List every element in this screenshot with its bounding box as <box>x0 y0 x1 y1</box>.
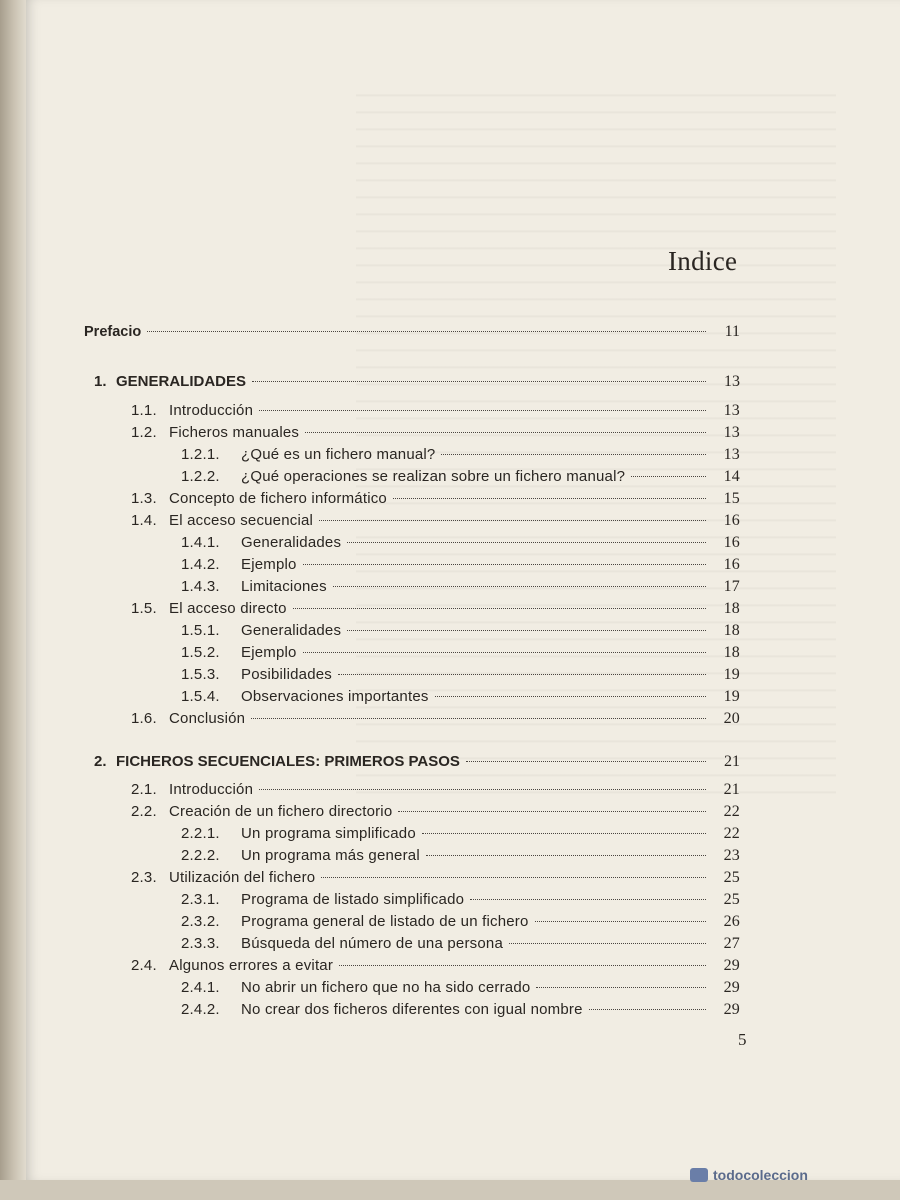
dot-leader <box>631 475 706 477</box>
toc-entry-label: GENERALIDADES <box>116 373 247 390</box>
toc-entry-label: Algunos errores a evitar <box>169 957 334 974</box>
toc-entry <box>131 869 740 891</box>
toc-entry-page: 29 <box>723 979 740 996</box>
toc-entry-number: 1.5.2. <box>181 644 220 661</box>
toc-entry-label: ¿Qué es un fichero manual? <box>241 446 436 463</box>
dot-leader <box>259 788 706 790</box>
toc-entry-label: FICHEROS SECUENCIALES: PRIMEROS PASOS <box>116 753 460 770</box>
toc-entry-number: 1.1. <box>131 402 157 419</box>
toc-entry <box>181 468 740 490</box>
toc-entry-page: 19 <box>723 666 740 683</box>
toc-entry-number: 1.2.1. <box>181 446 220 463</box>
toc-entry <box>181 891 740 913</box>
toc-entry-label: Posibilidades <box>241 666 332 683</box>
dot-leader <box>422 832 706 834</box>
toc-entry-page: 22 <box>723 803 740 820</box>
toc-entry-label: No abrir un fichero que no ha sido cerrado <box>241 979 531 996</box>
watermark <box>690 1167 808 1183</box>
toc-entry-page: 16 <box>723 556 740 573</box>
toc-entry-label: Utilización del fichero <box>169 869 316 886</box>
toc-entry-label: Limitaciones <box>241 578 327 595</box>
toc-entry <box>181 935 740 957</box>
dot-leader <box>347 541 706 543</box>
dot-leader <box>305 431 706 433</box>
toc-entry-label: Creación de un fichero directorio <box>169 803 393 820</box>
toc-entry-page: 29 <box>723 1001 740 1018</box>
toc-entry-number: 2.3.1. <box>181 891 220 908</box>
toc-entry-number: 1.5. <box>131 600 157 617</box>
dot-leader <box>303 563 706 565</box>
toc-entry-label: Ficheros manuales <box>169 424 300 441</box>
toc-entry-page: 18 <box>723 622 740 639</box>
toc-entry-page: 16 <box>723 512 740 529</box>
toc-entry-number: 1.4.2. <box>181 556 220 573</box>
toc-entry-page: 26 <box>723 913 740 930</box>
toc-entry <box>181 825 740 847</box>
toc-preface-entry <box>84 323 740 345</box>
dot-leader <box>293 607 706 609</box>
dot-leader <box>398 810 706 812</box>
toc-entry <box>131 512 740 534</box>
toc-entry-page: 16 <box>723 534 740 551</box>
toc-entry-number: 2.4.1. <box>181 979 220 996</box>
toc-entry-number: 1.6. <box>131 710 157 727</box>
toc-entry <box>131 490 740 512</box>
toc-entry <box>181 534 740 556</box>
toc-entry <box>181 666 740 688</box>
toc-entry-label: Conclusión <box>169 710 246 727</box>
toc-entry-page: 13 <box>723 424 740 441</box>
toc-entry <box>131 402 740 424</box>
watermark-logo-icon <box>690 1168 708 1182</box>
dot-leader <box>338 673 706 675</box>
toc-entry-label: Un programa más general <box>241 847 420 864</box>
watermark-text: todocoleccion <box>713 1167 808 1183</box>
toc-entry-label: Concepto de fichero informático <box>169 490 387 507</box>
toc-entry-label: Generalidades <box>241 534 342 551</box>
toc-entry <box>181 578 740 600</box>
toc-entry-label: Observaciones importantes <box>241 688 429 705</box>
toc-entry-number: 1.2.2. <box>181 468 220 485</box>
toc-entry <box>131 424 740 446</box>
toc-chapter-entry <box>94 373 740 395</box>
toc-entry <box>181 446 740 468</box>
toc-entry-page: 11 <box>724 323 740 340</box>
page-number: 5 <box>738 1030 747 1049</box>
dot-leader <box>589 1008 706 1010</box>
toc-entry-page: 20 <box>723 710 740 727</box>
toc-entry <box>181 979 740 1001</box>
dot-leader <box>347 629 706 631</box>
toc-entry-number: 1. <box>94 373 107 390</box>
toc-entry-page: 21 <box>724 753 740 770</box>
toc-entry-label: No crear dos ficheros diferentes con igual nombre <box>241 1001 583 1018</box>
dot-leader <box>333 585 706 587</box>
toc-entry-label: Introducción <box>169 781 254 798</box>
toc-entry-number: 2.2. <box>131 803 157 820</box>
toc-entry-page: 13 <box>723 402 740 419</box>
toc-entry <box>181 847 740 869</box>
toc-entry-number: 2.1. <box>131 781 157 798</box>
dot-leader <box>536 986 706 988</box>
toc-entry <box>181 556 740 578</box>
dot-leader <box>147 330 706 332</box>
toc-entry <box>181 688 740 710</box>
toc-entry-page: 15 <box>723 490 740 507</box>
toc-entry <box>181 622 740 644</box>
toc-entry-number: 2. <box>94 753 107 770</box>
toc-entry-label: Búsqueda del número de una persona <box>241 935 503 952</box>
toc-entry-label: Introducción <box>169 402 254 419</box>
toc-entry-page: 13 <box>724 373 740 390</box>
dot-leader <box>251 717 706 719</box>
toc-chapter-entry <box>94 753 740 775</box>
dot-leader <box>319 519 706 521</box>
toc-entry-page: 25 <box>723 869 740 886</box>
dot-leader <box>252 380 706 382</box>
dot-leader <box>466 760 706 762</box>
toc-entry-label: El acceso secuencial <box>169 512 314 529</box>
toc-entry-page: 18 <box>723 600 740 617</box>
toc-entry-number: 2.4. <box>131 957 157 974</box>
page-title: Indice <box>668 246 738 276</box>
toc-entry-label: ¿Qué operaciones se realizan sobre un fichero manual? <box>241 468 626 485</box>
toc-entry-page: 29 <box>723 957 740 974</box>
toc-entry <box>181 1001 740 1023</box>
toc-entry-label: El acceso directo <box>169 600 287 617</box>
toc-entry <box>131 957 740 979</box>
toc-entry-number: 1.5.3. <box>181 666 220 683</box>
toc-entry-number: 2.3.3. <box>181 935 220 952</box>
toc-entry-number: 2.2.2. <box>181 847 220 864</box>
dot-leader <box>441 453 706 455</box>
dot-leader <box>470 898 706 900</box>
toc-entry-number: 1.4. <box>131 512 157 529</box>
toc-entry-number: 2.4.2. <box>181 1001 220 1018</box>
dot-leader <box>393 497 706 499</box>
toc-entry-page: 21 <box>723 781 740 798</box>
toc-entry <box>181 644 740 666</box>
dot-leader <box>509 942 706 944</box>
toc-entry-page: 18 <box>723 644 740 661</box>
dot-leader <box>303 651 706 653</box>
toc-entry-number: 2.2.1. <box>181 825 220 842</box>
toc-entry-label: Ejemplo <box>241 644 297 661</box>
toc-entry-number: 1.3. <box>131 490 157 507</box>
toc-entry-page: 13 <box>723 446 740 463</box>
toc-entry-page: 27 <box>723 935 740 952</box>
toc-entry-page: 22 <box>723 825 740 842</box>
toc-entry <box>181 913 740 935</box>
toc-entry <box>131 710 740 732</box>
toc-entry-number: 1.5.4. <box>181 688 220 705</box>
toc-entry-page: 17 <box>723 578 740 595</box>
toc-entry-page: 14 <box>723 468 740 485</box>
toc-entry <box>131 803 740 825</box>
dot-leader <box>435 695 706 697</box>
toc-entry-label: Un programa simplificado <box>241 825 416 842</box>
toc-entry-number: 1.4.1. <box>181 534 220 551</box>
toc-entry <box>131 600 740 622</box>
toc-entry-page: 19 <box>723 688 740 705</box>
dot-leader <box>426 854 706 856</box>
toc-entry-number: 1.4.3. <box>181 578 220 595</box>
dot-leader <box>535 920 706 922</box>
toc-entry-number: 1.5.1. <box>181 622 220 639</box>
toc-entry-number: 2.3. <box>131 869 157 886</box>
dot-leader <box>259 409 706 411</box>
page-bottom-edge <box>0 1180 900 1200</box>
toc-entry-page: 25 <box>723 891 740 908</box>
toc-entry-label: Ejemplo <box>241 556 297 573</box>
toc-entry-label: Generalidades <box>241 622 342 639</box>
toc-entry-label: Programa general de listado de un fichero <box>241 913 529 930</box>
dot-leader <box>339 964 706 966</box>
toc-entry-label: Programa de listado simplificado <box>241 891 465 908</box>
toc-entry-label: Prefacio <box>84 324 142 340</box>
toc-entry <box>131 781 740 803</box>
toc-entry-number: 2.3.2. <box>181 913 220 930</box>
toc-entry-page: 23 <box>723 847 740 864</box>
dot-leader <box>321 876 706 878</box>
toc-entry-number: 1.2. <box>131 424 157 441</box>
